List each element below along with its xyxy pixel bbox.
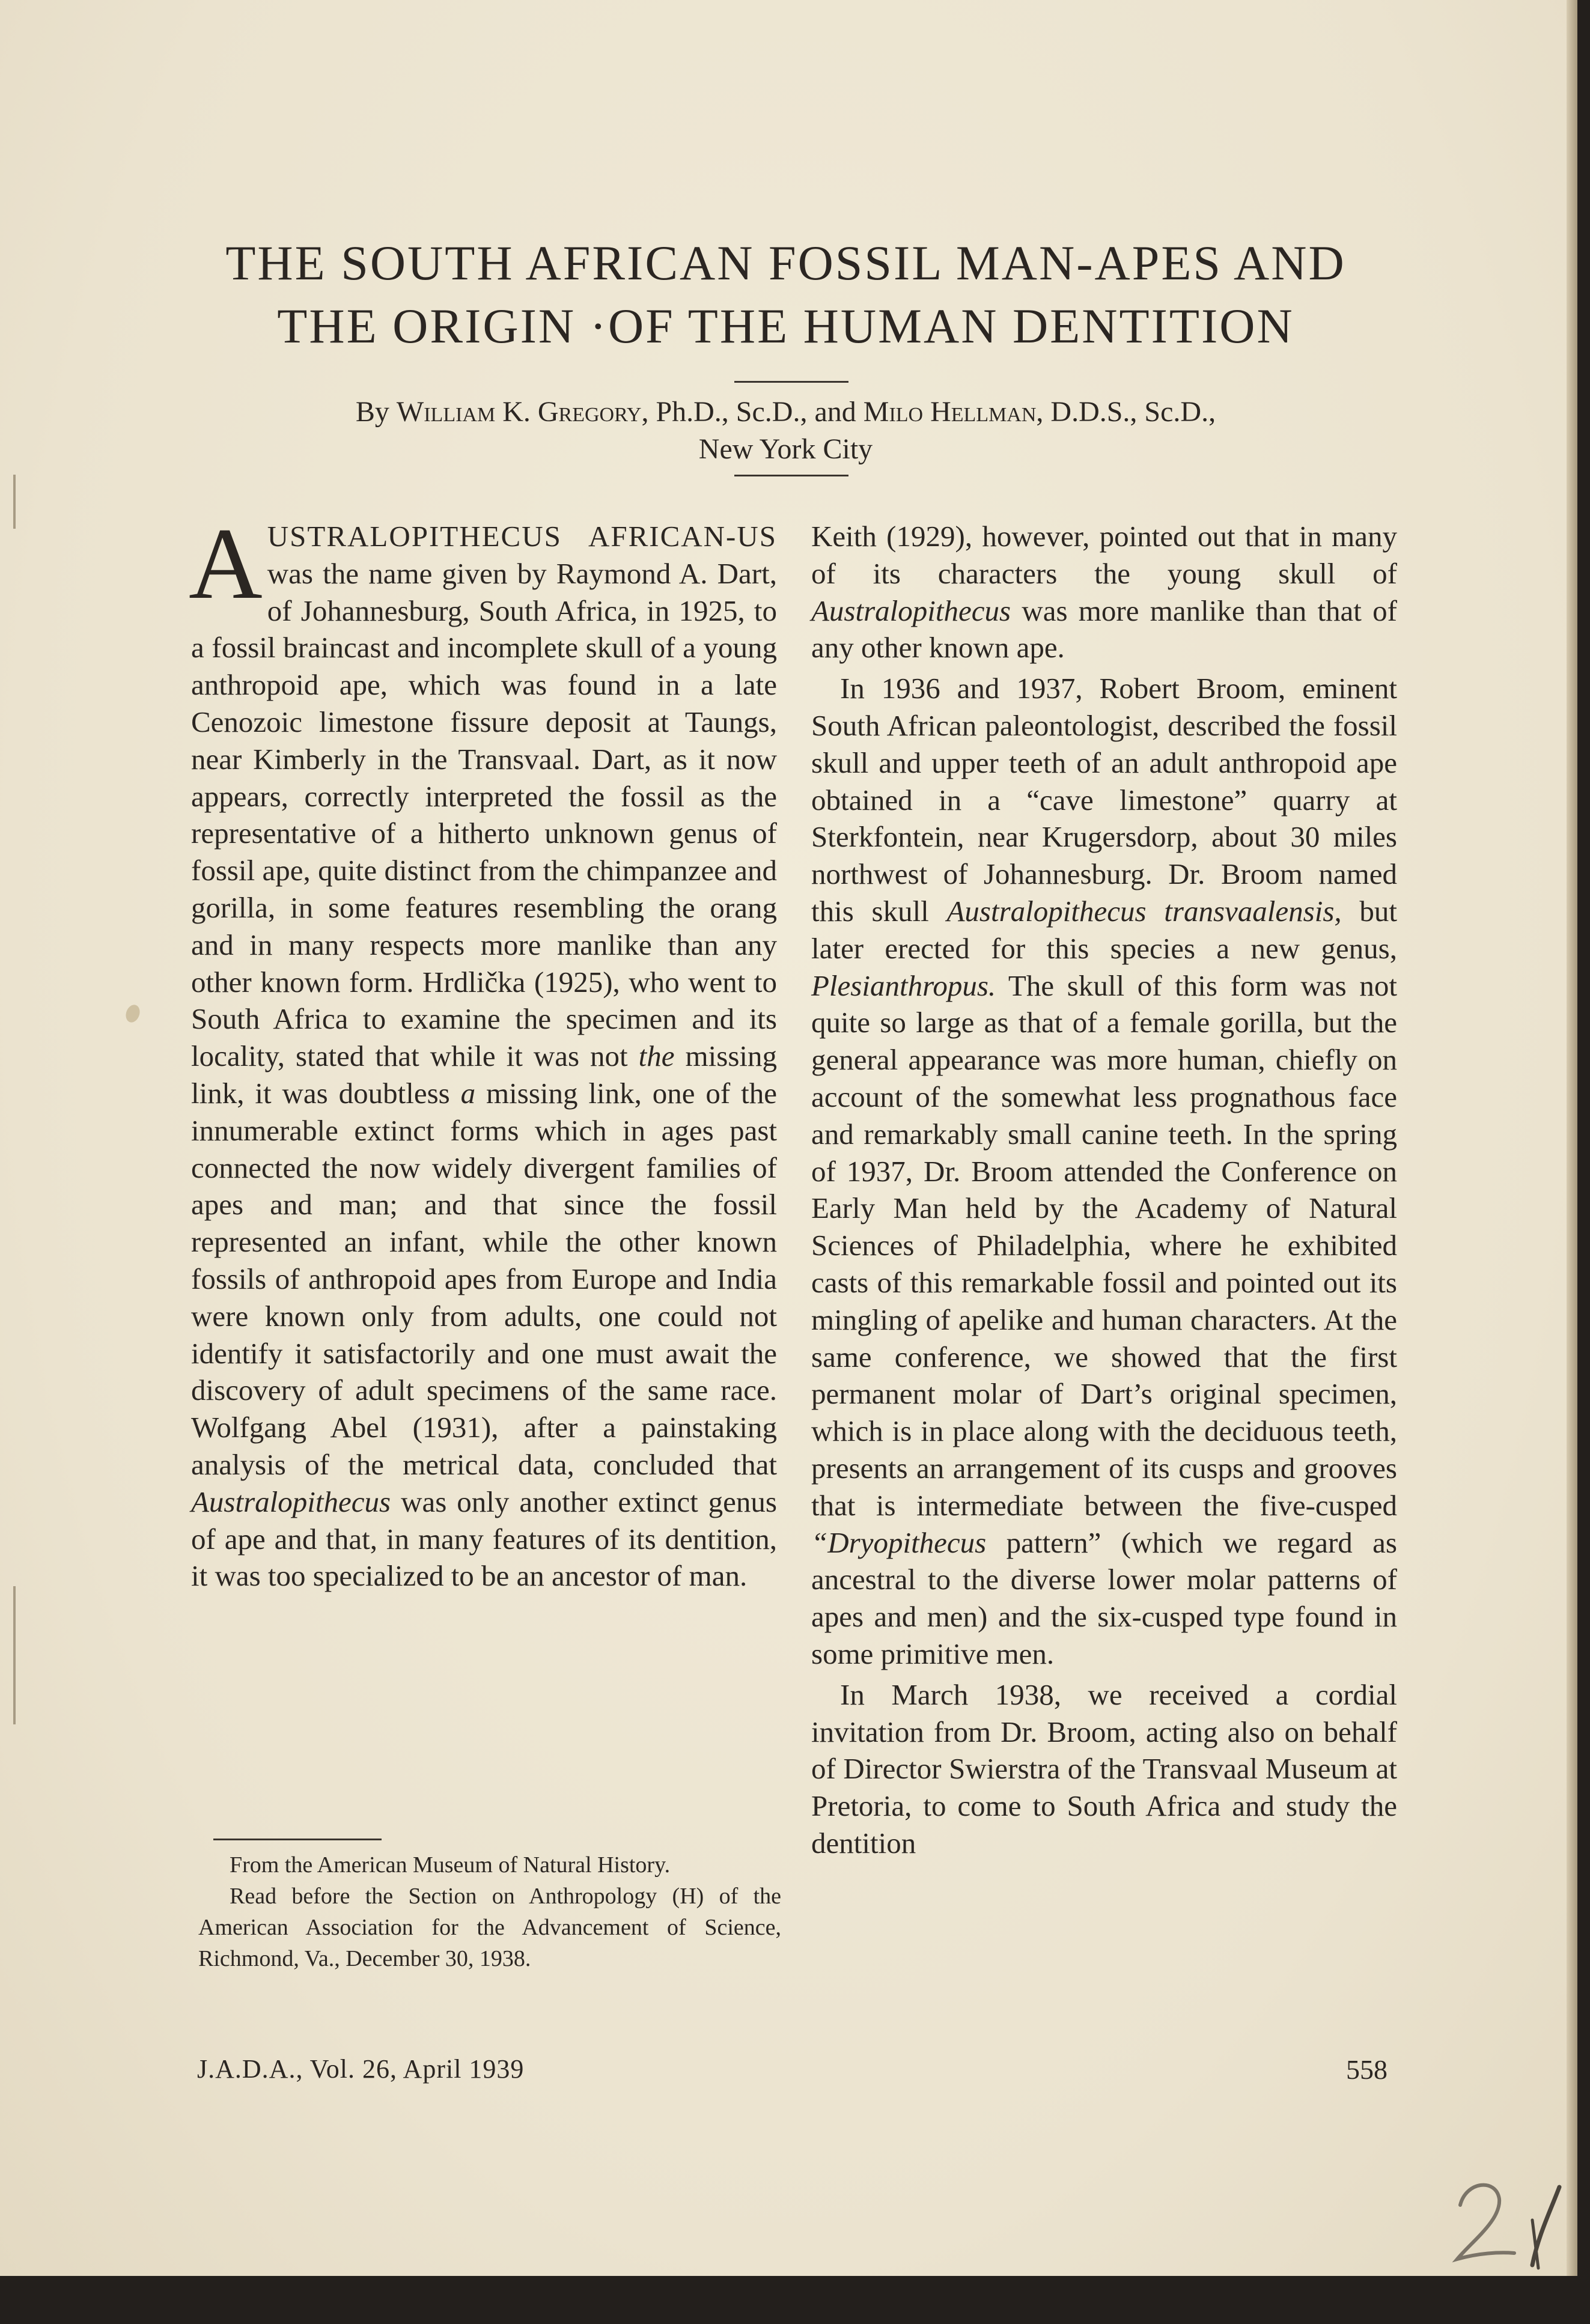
opening-caps: USTRALOPITHECUS AFRICAN-US	[267, 520, 777, 553]
title-rule	[734, 381, 848, 383]
genus-name: Australopithecus	[191, 1485, 391, 1518]
handwritten-annotation	[1448, 2163, 1568, 2271]
right-paragraph-2	[811, 670, 1397, 1673]
body-text: Keith (1929), however, pointed out that in many of its characters the young skull of	[811, 520, 1397, 590]
footnote-2: Read before the Section on Anthropology (H) of the American Association for the Advancement of Science, Richmond, Va., December 30, 1938.	[198, 1884, 781, 1971]
byline-by: By	[355, 396, 389, 428]
drop-cap: A	[189, 507, 263, 620]
genus-name: “Dryopithecus	[811, 1526, 987, 1559]
body-text: but later erected for this species a new genus,	[811, 894, 1397, 965]
byline	[156, 394, 1415, 468]
emphasis: a	[460, 1076, 476, 1110]
left-paragraph-1	[189, 507, 778, 1595]
journal-citation: J.A.D.A., Vol. 26, April 1939	[197, 2054, 525, 2084]
title-line-2: THE ORIGIN ·OF THE HUMAN DENTITION	[277, 299, 1294, 353]
body-text: was the name given by Raymond A. Dart, of Johannesburg, South Africa, in 1925, to a fossil braincast and incomplete skull of a young anthropoid ape, which was found in a late Cenozoic limestone fissure deposit at Taungs, near Kimberly in the Transvaal. Dart, as it now appears, correctly interpreted the fossil as the representative of a hitherto unknown genus of fossil ape, quite distinct from the chimpanzee and gorilla, in some features resembling the orang and in many respects more manlike than any other known form. Hrdlička (1925), who went to South Africa to examine the specimen and its locality, stated that while it was not	[191, 556, 777, 1073]
right-column	[811, 518, 1397, 1862]
genus-name: Australopithecus	[811, 594, 1011, 627]
author-hellman: Milo Hellman	[863, 396, 1037, 428]
footnote-1: From the American Museum of Natural History.	[230, 1852, 671, 1878]
body-text: pattern” (which we regard as ancestral to the diverse lower molar patterns of apes and men) and the six-cusped type found in some primitive men.	[811, 1526, 1397, 1670]
author-gregory: William K. Gregory	[396, 396, 642, 428]
byline-rule	[734, 475, 848, 476]
genus-name: Plesianthropus.	[811, 969, 996, 1002]
body-text: missing link, it was doubtless	[191, 1039, 778, 1110]
paper-stain	[124, 1003, 142, 1024]
body-text: In 1936 and 1937, Robert Broom, eminent South African paleontologist, described the fossil skull and upper teeth of an adult anthropoid ape obtained in a “cave limestone” quarry at Sterkfontein, near Krugersdorp, about 30 miles northwest of Johannesburg. Dr. Broom named this skull	[811, 672, 1397, 928]
left-column	[189, 507, 778, 1595]
body-text: The skull of this form was not quite so large as that of a female gorilla, but the general appearance was more human, chiefly on account of the somewhat less prognathous face and remarkably small canine teeth. In the spring of 1937, Dr. Broom attended the Conference on Early Man held by the Academy of Natural Sciences of Philadelphia, where he exhibited casts of this remarkable fossil and pointed out its mingling of apelike and human characters. At the same conference, we showed that the first permanent molar of Dart’s original specimen, which is in place along with the deciduous teeth, presents an arrangement of its cusps and grooves that is intermediate between the five-cusped	[811, 969, 1397, 1522]
author-line	[156, 394, 1415, 431]
author-hellman-degrees: , D.D.S., Sc.D.,	[1036, 396, 1216, 428]
right-paragraph-3: In March 1938, we received a cordial invitation from Dr. Broom, acting also on behalf of Director Swierstra of the Transvaal Museum at Pretoria, to come to South Africa and study the dentition	[811, 1678, 1397, 1860]
binding-mark	[13, 475, 16, 529]
author-location: New York City	[698, 433, 873, 465]
species-name: Australopithecus transvaalensis,	[946, 894, 1342, 928]
title-line-1: THE SOUTH AFRICAN FOSSIL MAN-APES AND	[225, 236, 1346, 290]
footnotes	[198, 1849, 781, 1974]
emphasis: the	[638, 1039, 675, 1073]
author-gregory-degrees: , Ph.D., Sc.D., and	[641, 396, 856, 428]
footnote-rule	[213, 1839, 382, 1840]
page-edge	[1567, 0, 1577, 2276]
body-text: missing link, one of the innumerable extinct forms which in ages past connected the now widely divergent families of apes and man; and that since the fossil represented an infant, while the other known fossils of anthropoid apes from Europe and India were known only from adults, one could not identify it satisfactorily and one must await the discovery of adult specimens of the same race. Wolfgang Abel (1931), after a painstaking analysis of the metrical data, concluded that	[191, 1076, 777, 1481]
body-text: was more manlike than that of any other known ape.	[811, 594, 1397, 665]
body-text: was only another extinct genus of ape and that, in many features of its dentition, it was too specialized to be an ancestor of man.	[191, 1485, 777, 1593]
binding-mark	[13, 1586, 16, 1724]
article-title	[150, 231, 1421, 357]
right-paragraph-1	[811, 518, 1397, 666]
page-number: 558	[1346, 2054, 1387, 2085]
